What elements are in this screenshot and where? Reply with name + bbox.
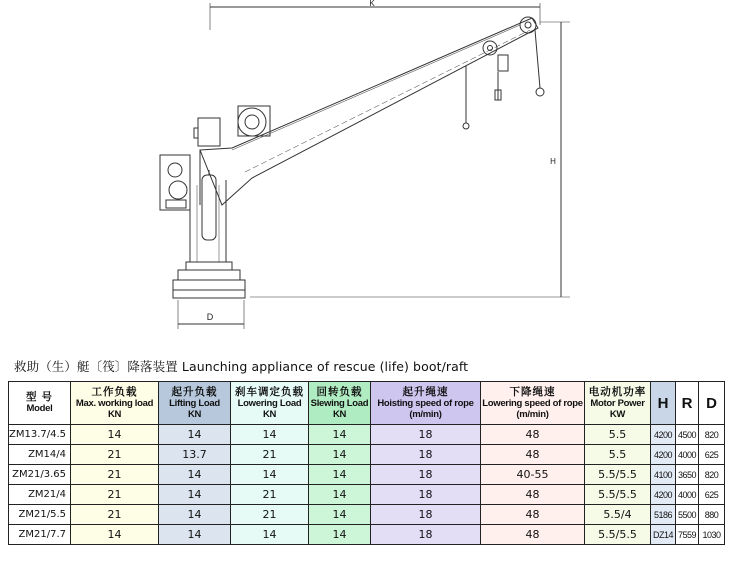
cell-slew: 14 — [309, 485, 371, 505]
cell-motor: 5.5/5.5 — [585, 465, 651, 485]
winch-drum — [238, 106, 270, 136]
cell-model: ZM14/4 — [9, 445, 71, 465]
cell-r: 4000 — [676, 445, 699, 465]
header-d: D — [699, 382, 725, 425]
cell-work: 21 — [71, 485, 159, 505]
cell-d: 820 — [699, 465, 725, 485]
cell-model: ZM21/4 — [9, 485, 71, 505]
cell-h: 4100 — [651, 465, 676, 485]
cell-hoist: 18 — [371, 525, 481, 545]
hydraulic-cylinder — [202, 170, 216, 240]
cell-d: 820 — [699, 425, 725, 445]
cell-motor: 5.5/4 — [585, 505, 651, 525]
header-h: H — [651, 382, 676, 425]
table-row — [9, 465, 725, 485]
dimension-k — [210, 3, 540, 30]
cell-motor: 5.5/5.5 — [585, 525, 651, 545]
cell-h: 5186 — [651, 505, 676, 525]
cell-lift: 14 — [159, 485, 231, 505]
davit-column — [190, 180, 226, 262]
hoist-ropes — [463, 30, 544, 129]
cell-work: 14 — [71, 525, 159, 545]
cell-r: 5500 — [676, 505, 699, 525]
davit-base — [173, 262, 245, 298]
cell-slew: 14 — [309, 525, 371, 545]
dimension-h — [250, 22, 570, 297]
cell-motor: 5.5 — [585, 425, 651, 445]
cell-model: ZM21/5.5 — [9, 505, 71, 525]
figure-caption: 救助（生）艇〔筏〕降落装置 Launching appliance of rescue (life) boot/raft — [14, 359, 469, 374]
header-lowering-speed: 下降绳速 Lowering speed of rope (m/min) — [481, 382, 585, 425]
cell-hoist: 18 — [371, 445, 481, 465]
cell-r: 4000 — [676, 485, 699, 505]
cell-lift: 14 — [159, 465, 231, 485]
cell-lower: 14 — [231, 425, 309, 445]
cell-work: 21 — [71, 445, 159, 465]
dimension-d-label: D — [206, 312, 214, 322]
cell-lift: 13.7 — [159, 445, 231, 465]
cell-model: ZM21/7.7 — [9, 525, 71, 545]
cell-slew: 14 — [309, 505, 371, 525]
cell-model: ZM21/3.65 — [9, 465, 71, 485]
cell-motor: 5.5/5.5 — [585, 485, 651, 505]
table-row — [9, 525, 725, 545]
cell-work: 21 — [71, 465, 159, 485]
boom-tip-sheave — [483, 17, 536, 71]
davit-boom — [200, 18, 538, 205]
header-hoisting-speed: 起升绳速 Hoisting speed of rope (m/min) — [371, 382, 481, 425]
header-r: R — [676, 382, 699, 425]
cell-lowsp: 48 — [481, 505, 585, 525]
cell-h: 4200 — [651, 485, 676, 505]
cell-hoist: 18 — [371, 485, 481, 505]
cell-hoist: 18 — [371, 505, 481, 525]
motor — [194, 118, 220, 146]
cell-lowsp: 48 — [481, 525, 585, 545]
cell-lowsp: 40-55 — [481, 465, 585, 485]
cell-lift: 14 — [159, 525, 231, 545]
dimension-h-label: H — [550, 157, 556, 166]
table-row — [9, 425, 725, 445]
cell-motor: 5.5 — [585, 445, 651, 465]
cell-lift: 14 — [159, 425, 231, 445]
header-model: 型 号 Model — [9, 382, 71, 425]
cell-h: DZ14 — [651, 525, 676, 545]
gear-box — [160, 155, 190, 210]
cell-slew: 14 — [309, 445, 371, 465]
dimension-k-label: K — [369, 0, 375, 8]
cell-lower: 21 — [231, 505, 309, 525]
cell-lift: 14 — [159, 505, 231, 525]
cell-h: 4200 — [651, 425, 676, 445]
cell-lower: 14 — [231, 465, 309, 485]
cell-hoist: 18 — [371, 425, 481, 445]
cell-r: 3650 — [676, 465, 699, 485]
table-row — [9, 445, 725, 465]
cell-d: 625 — [699, 445, 725, 465]
header-max-working-load: 工作负载 Max. working load KN — [71, 382, 159, 425]
cell-model: ZM13.7/4.5 — [9, 425, 71, 445]
cell-d: 625 — [699, 485, 725, 505]
table-header-row — [9, 382, 725, 425]
cell-r: 4500 — [676, 425, 699, 445]
header-lowering-load: 刹车调定负载 Lowering Load KN — [231, 382, 309, 425]
cell-d: 880 — [699, 505, 725, 525]
cell-lower: 21 — [231, 485, 309, 505]
table-row — [9, 505, 725, 525]
cell-lowsp: 48 — [481, 445, 585, 465]
cell-h: 4200 — [651, 445, 676, 465]
header-slewing-load: 回转负载 Slewing Load KN — [309, 382, 371, 425]
cell-work: 14 — [71, 425, 159, 445]
cell-lower: 14 — [231, 525, 309, 545]
table-row — [9, 485, 725, 505]
cell-hoist: 18 — [371, 465, 481, 485]
cell-lowsp: 48 — [481, 425, 585, 445]
cell-lowsp: 48 — [481, 485, 585, 505]
cell-slew: 14 — [309, 465, 371, 485]
cell-d: 1030 — [699, 525, 725, 545]
cell-slew: 14 — [309, 425, 371, 445]
specification-table — [8, 381, 725, 545]
cell-r: 7559 — [676, 525, 699, 545]
header-motor-power: 电动机功率 Motor Power KW — [585, 382, 651, 425]
cell-lower: 21 — [231, 445, 309, 465]
header-lifting-load: 起升负载 Lifting Load KN — [159, 382, 231, 425]
cell-work: 21 — [71, 505, 159, 525]
